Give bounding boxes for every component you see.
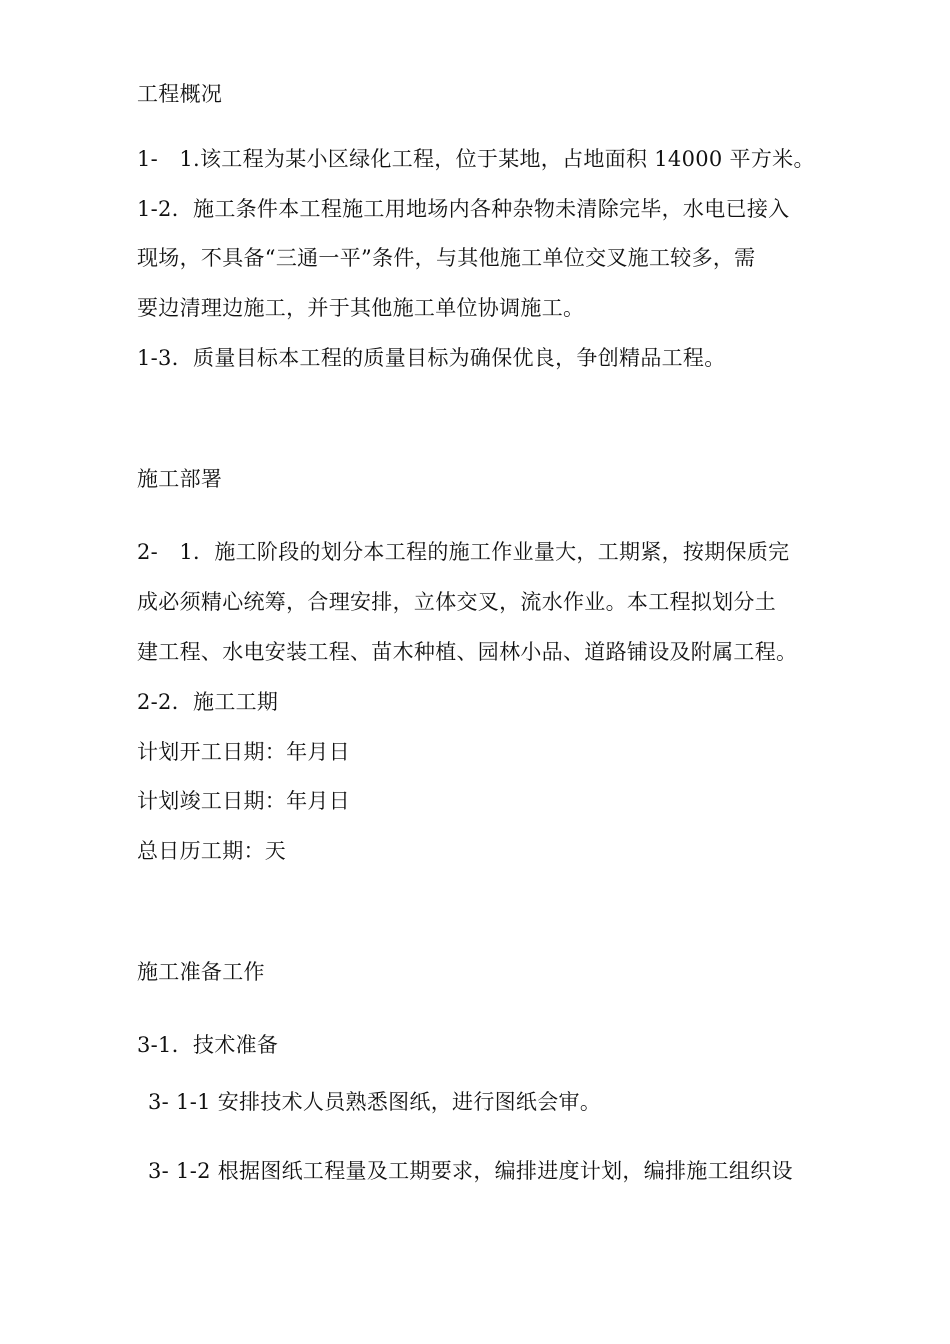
section-heading: 施工部署 <box>137 467 223 491</box>
paragraph-line: 计划开工日期：年月日 <box>137 740 350 764</box>
paragraph-line: 1-3．质量目标本工程的质量目标为确保优良，争创精品工程。 <box>137 346 726 370</box>
paragraph-line: 要边清理边施工，并于其他施工单位协调施工。 <box>137 296 585 320</box>
paragraph-line: 成必须精心统筹，合理安排，立体交叉，流水作业。本工程拟划分土 <box>137 590 776 614</box>
paragraph-line: 3-1．技术准备 <box>137 1033 279 1057</box>
paragraph-line: 建工程、水电安装工程、苗木种植、园林小品、道路铺设及附属工程。 <box>137 640 798 664</box>
paragraph-line: 总日历工期：天 <box>137 839 287 863</box>
section-heading: 工程概况 <box>137 82 223 106</box>
paragraph-line: 3- 1-1 安排技术人员熟悉图纸，进行图纸会审。 <box>148 1090 602 1114</box>
section-heading: 施工准备工作 <box>137 960 265 984</box>
paragraph-line: 现场，不具备“三通一平”条件，与其他施工单位交叉施工较多，需 <box>137 246 756 270</box>
paragraph-line: 2-2．施工工期 <box>137 690 279 714</box>
paragraph-line: 2- 1．施工阶段的划分本工程的施工作业量大，工期紧，按期保质完 <box>137 540 790 564</box>
paragraph-line: 1-2．施工条件本工程施工用地场内各种杂物未清除完毕，水电已接入 <box>137 197 790 221</box>
paragraph-line: 计划竣工日期：年月日 <box>137 789 350 813</box>
paragraph-line: 3- 1-2 根据图纸工程量及工期要求，编排进度计划，编排施工组织设 <box>148 1159 793 1183</box>
paragraph-line: 1- 1.该工程为某小区绿化工程，位于某地，占地面积 14000 平方米。 <box>137 147 815 171</box>
